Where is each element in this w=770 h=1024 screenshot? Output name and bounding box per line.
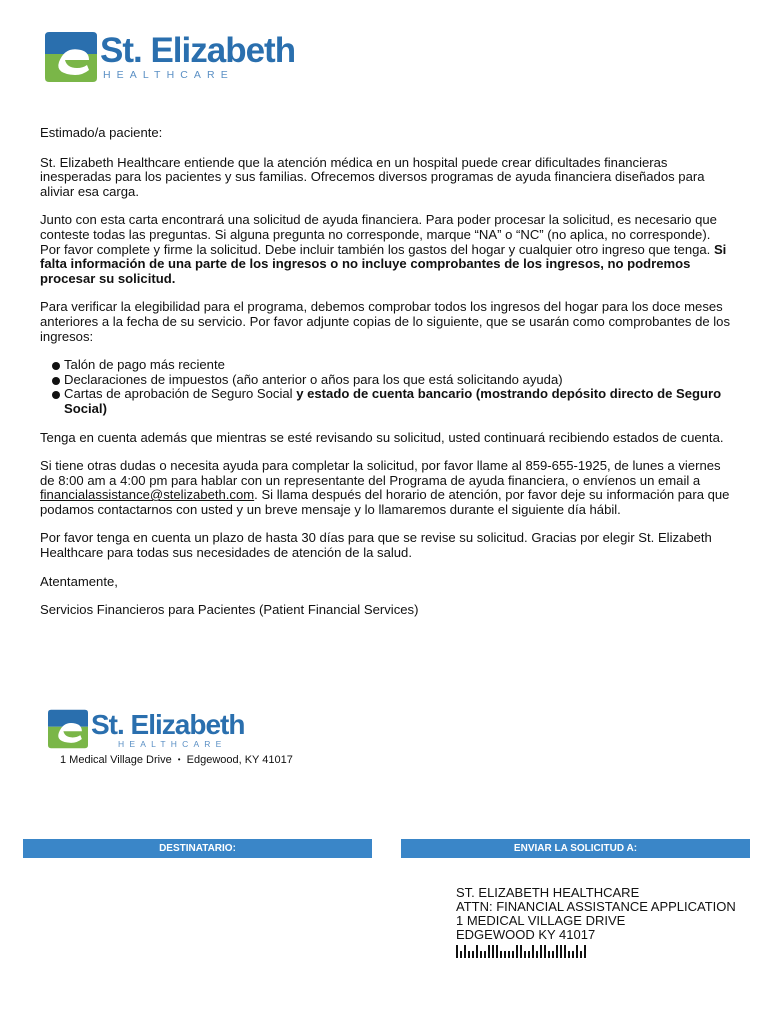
paragraph-eligibility: Para verificar la elegibilidad para el programa, debemos comprobar todos los ingresos del hogar para los doce meses anteriores a la fecha de su servicio. Por favor adjunte copias de lo siguiente, que se usarán como comprobantes de los ingresos: (40, 299, 731, 344)
mailing-line-1: ST. ELIZABETH HEALTHCARE (456, 885, 640, 900)
contact-text: Si tiene otras dudas o necesita ayuda para completar la solicitud, por favor llame al 859-655-1925, de lunes a viernes de 8:00 am a 4:00 pm para hablar con un representante del Programa de ayuda financiera, o envíenos un email a (40, 458, 721, 488)
paragraph-statements: Tenga en cuenta además que mientras se esté revisando su solicitud, usted continuará recibiendo estados de cuenta. (40, 429, 724, 445)
greeting: Estimado/a paciente: (40, 125, 163, 140)
contact-text-after: . Si llama después del horario de atención, por favor deje su información para que podamos contactarnos con usted y un breve mensaje y lo llamaremos durante el siguiente día hábil. (40, 487, 730, 517)
postal-barcode-icon (456, 945, 736, 958)
logo-name: St. Elizabeth (100, 31, 296, 70)
logo-subtitle: HEALTHCARE (103, 69, 234, 81)
footer-logo (48, 709, 244, 749)
paragraph-application (40, 213, 730, 286)
logo-subtitle: HEALTHCARE (118, 738, 227, 749)
st-elizabeth-logo-icon (45, 32, 97, 82)
footer-address (60, 754, 293, 766)
paragraph-intro: St. Elizabeth Healthcare entiende que la atención médica en un hospital puede crear dificultades financieras inesperadas para los pacientes y sus familias. Ofrecemos diversos programas de ayuda financiera diseñados para aliviar esa carga. (40, 154, 705, 199)
list-item-text: Declaraciones de impuestos (año anterior o años para los que está solicitando ayuda) (64, 371, 563, 387)
income-proof-list (40, 358, 730, 416)
address-street: 1 Medical Village Drive (60, 754, 172, 766)
email-link[interactable]: financialassistance@stelizabeth.com (40, 487, 255, 503)
application-warning: Si falta información de una parte de los ingresos o no incluye comprobantes de los ingresos, no podremos procesar su solicitud. (40, 241, 727, 286)
address-city: Edgewood, KY 41017 (186, 754, 293, 766)
list-item-text: Talón de pago más reciente (64, 357, 225, 373)
list-item (40, 387, 730, 416)
st-elizabeth-logo-icon (48, 709, 88, 749)
logo-name: St. Elizabeth (91, 708, 245, 740)
mailing-line-2: ATTN: FINANCIAL ASSISTANCE APPLICATION (456, 899, 736, 914)
list-item (40, 358, 730, 373)
mailing-line-4: EDGEWOOD KY 41017 (456, 927, 596, 942)
recipient-label-bar: DESTINATARIO: (23, 839, 372, 858)
paragraph-timeline: Por favor tenga en cuenta un plazo de hasta 30 días para que se revise su solicitud. Gracias por elegir St. Elizabeth Healthcare para todas sus necesidades de atención de la salud. (40, 530, 712, 561)
application-text: Junto con esta carta encontrará una solicitud de ayuda financiera. Para poder procesar la solicitud, es necesario que conteste todas las preguntas. Si alguna pregunta no corresponde, marque “NA” o “NC” (no aplica, no corresponde). Por favor complete y firme la solicitud. Debe incluir también los gastos del hogar y cualquier otro ingreso que tenga. (40, 212, 717, 257)
list-item-bold-text: y estado de cuenta bancario (mostrando depósito directo de Seguro Social) (64, 386, 722, 416)
paragraph-contact (40, 459, 730, 517)
closing: Atentamente, (40, 573, 118, 589)
mailing-address (456, 886, 736, 958)
letter-body (40, 126, 730, 632)
list-item (40, 373, 730, 388)
list-item-text: Cartas de aprobación de Seguro Social (64, 386, 297, 402)
address-separator: • (177, 755, 181, 764)
signature: Servicios Financieros para Pacientes (Patient Financial Services) (40, 602, 419, 618)
mailing-line-3: 1 MEDICAL VILLAGE DRIVE (456, 913, 626, 928)
header-logo (45, 32, 295, 82)
send-to-label-bar: ENVIAR LA SOLICITUD A: (401, 839, 750, 858)
